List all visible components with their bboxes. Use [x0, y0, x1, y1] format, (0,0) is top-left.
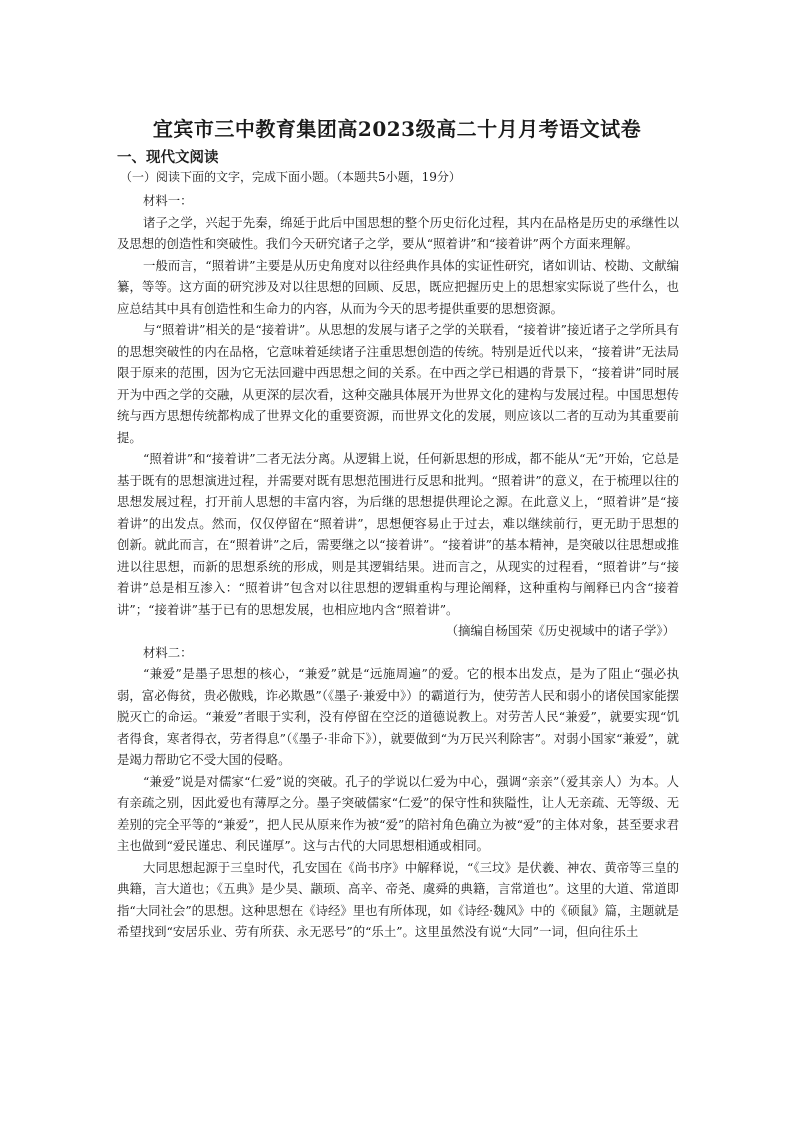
page-title: 宜宾市三中教育集团高2023级高二十月月考语文试卷	[152, 117, 642, 141]
paragraph: 一般而言，“照着讲”主要是从历史角度对以往经典作具体的实证性研究，诸如训诂、校勘、文献编纂，等等。这方面的研究涉及对以往思想的回顾、反思，既应把握历史上的思想家实际说了些什么，也应总结其中具有创造性和生命力的内容，从而为今天的思考提供重要的思想资源。	[117, 257, 679, 316]
paragraph: “照着讲”和“接着讲”二者无法分离。从逻辑上说，任何新思想的形成，都不能从“无”开始，它总是基于既有的思想演进过程，并需要对既有思想范围进行反思和批判。“照着讲”的意义，在于梳理以往的思想发展过程，打开前人思想的丰富内容，为后继的思想提供理论之源。在此意义上，“照着讲”是“接着讲”的出发点。然而，仅仅停留在“照着讲”，思想便容易止于过去，难以继续前行，更无助于思想的创新。就此而言，在“照着讲”之后，需要继之以“接着讲”。“接着讲”的基本精神，是突破以往思想或推进以往思想，而新的思想系统的形成，则是其逻辑结果。进而言之，从现实的过程看，“照着讲”与“接着讲”总是相互渗入：“照着讲”包含对以往思想的逻辑重构与理论阐释，这种重构与阐释已内含“接着讲”；“接着讲”基于已有的思想发展，也相应地内含“照着讲”。	[117, 451, 679, 617]
paragraph: “兼爱”说是对儒家“仁爱”说的突破。孔子的学说以仁爱为中心，强调“亲亲”（爱其亲人）为本。人有亲疏之别，因此爱也有薄厚之分。墨子突破儒家“仁爱”的保守性和狭隘性，让人无亲疏、无等级、无差别的完全平等的“兼爱”，把人民从原来作为被“爱”的陪衬角色确立为被“爱”的主体对象，甚至要求君主也做到“爱民谨忠、利民谨厚”。这与古代的大同思想相通或相同。	[117, 773, 679, 853]
paragraph: “兼爱”是墨子思想的核心，“兼爱”就是“远施周遍”的爱。它的根本出发点，是为了阻止“强必执弱，富必侮贫，贵必傲贱，诈必欺愚”（《墨子·兼爱中》）的霸道行为，使劳苦人民和弱小的诸侯国家能摆脱灭亡的命运。“兼爱”者眼于实利，没有停留在空泛的道德说教上。对劳苦人民“兼爱”，就要实现“饥者得食，寒者得衣，劳者得息”（《墨子·非命下》），就要做到“为万民兴利除害”。对弱小国家“兼爱”，就是竭力帮助它不受大国的侵略。	[117, 666, 679, 767]
section-heading: 一、现代文阅读	[117, 149, 219, 166]
paragraph: 诸子之学，兴起于先秦，绵延于此后中国思想的整个历史衍化过程，其内在品格是历史的承继性以及思想的创造性和突破性。我们今天研究诸子之学，要从“照着讲”和“接着讲”两个方面来理解。	[117, 214, 679, 251]
paragraph: 大同思想起源于三皇时代，孔安国在《尚书序》中解释说，“《三坟》是伏羲、神农、黄帝等三皇的典籍，言大道也；《五典》是少昊、颛顼、高辛、帝尧、虞舜的典籍，言常道也”。这里的大道、常道即指“大同社会”的思想。这种思想在《诗经》里也有所体现，如《诗经·魏风》中的《硕鼠》篇，主题就是希望找到“安居乐业、劳有所获、永无恶号”的“乐土”。这里虽然没有说“大同”一词，但向往乐土	[117, 859, 679, 939]
material-label: 材料二：	[143, 644, 193, 660]
source-citation: （摘编自杨国荣《历史视域中的诸子学》）	[445, 623, 675, 638]
reading-passage	[117, 190, 679, 943]
material-label: 材料一：	[143, 193, 193, 208]
paragraph: 与“照着讲”相关的是“接着讲”。从思想的发展与诸子之学的关联看，“接着讲”接近诸子之学所具有的思想突破性的内在品格，它意味着延续诸子注重思想创造的传统。特别是近代以来，“接着讲”无法局限于原来的范围，因为它无法回避中西思想之间的关系。在中西之学已相遇的背景下，“接着讲”同时展开为中西之学的交融，从更深的层次看，这种交融具体展开为世界文化的建构与发展过程。中国思想传统与西方思想传统都构成了世界文化的重要资源，而世界文化的发展，则应该以二者的互动为其重要前提。	[117, 322, 679, 445]
instruction: （一）阅读下面的文字，完成下面小题。（本题共5小题，19分）	[120, 170, 461, 184]
